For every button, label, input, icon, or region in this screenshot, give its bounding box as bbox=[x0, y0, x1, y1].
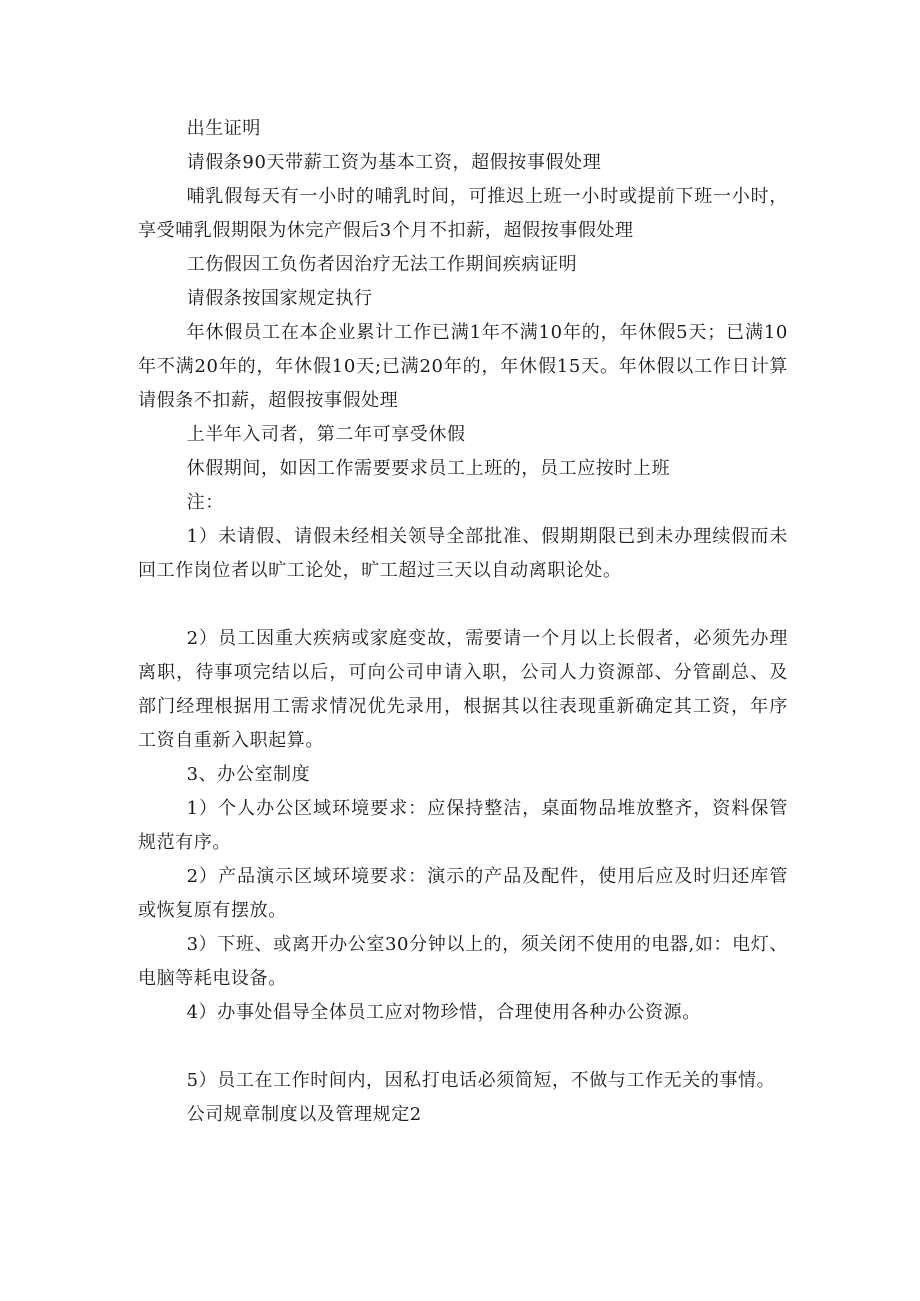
paragraph-leave-90-days: 请假条90天带薪工资为基本工资，超假按事假处理 bbox=[186, 152, 602, 173]
paragraph-note-label: 注： bbox=[186, 492, 224, 513]
paragraph-note-2: 2）员工因重大疾病或家庭变故，需要请一个月以上长假者，必须先办理离职，待事项完结以后，可向公司申请入职，公司人力资源部、分管副总、及部门经理根据用工需求情况优先录用，根据其以往表现重新确定其工资，年序工资自重新入职起算。 bbox=[138, 628, 788, 751]
paragraph-during-leave: 休假期间，如因工作需要要求员工上班的，员工应按时上班 bbox=[186, 458, 671, 479]
paragraph-national-rules: 请假条按国家规定执行 bbox=[186, 288, 373, 309]
paragraph-injury-leave: 工伤假因工负伤者因治疗无法工作期间疾病证明 bbox=[186, 254, 578, 275]
paragraph-birth-certificate: 出生证明 bbox=[186, 118, 261, 139]
blank-line bbox=[138, 588, 788, 622]
document-body bbox=[138, 112, 788, 1132]
paragraph-office-rule-1: 1）个人办公区域环境要求：应保持整洁，桌面物品堆放整齐，资料保管规范有序。 bbox=[138, 798, 788, 853]
paragraph-office-rule-5: 5）员工在工作时间内，因私打电话必须简短，不做与工作无关的事情。 bbox=[186, 1070, 776, 1091]
section-heading-office-rules: 3、办公室制度 bbox=[186, 764, 311, 785]
paragraph-note-1: 1）未请假、请假未经相关领导全部批准、假期期限已到未办理续假而未回工作岗位者以旷工论处，旷工超过三天以自动离职论处。 bbox=[138, 526, 788, 581]
paragraph-office-rule-3: 3）下班、或离开办公室30分钟以上的，须关闭不使用的电器,如：电灯、电脑等耗电设备。 bbox=[138, 934, 788, 989]
paragraph-first-half-year: 上半年入司者，第二年可享受休假 bbox=[186, 424, 466, 445]
paragraph-nursing-leave: 哺乳假每天有一小时的哺乳时间，可推迟上班一小时或提前下班一小时，享受哺乳假期限为休完产假后3个月不扣薪，超假按事假处理 bbox=[138, 186, 788, 241]
paragraph-office-rule-2: 2）产品演示区域环境要求：演示的产品及配件，使用后应及时归还库管或恢复原有摆放。 bbox=[138, 866, 788, 921]
paragraph-office-rule-4: 4）办事处倡导全体员工应对物珍惜，合理使用各种办公资源。 bbox=[186, 1002, 701, 1023]
paragraph-annual-leave: 年休假员工在本企业累计工作已满1年不满10年的，年休假5天；已满10年不满20年的，年休假10天;已满20年的，年休假15天。年休假以工作日计算请假条不扣薪，超假按事假处理 bbox=[138, 322, 788, 411]
section-heading-company-rules-2: 公司规章制度以及管理规定2 bbox=[186, 1104, 422, 1125]
blank-line bbox=[138, 1030, 788, 1064]
